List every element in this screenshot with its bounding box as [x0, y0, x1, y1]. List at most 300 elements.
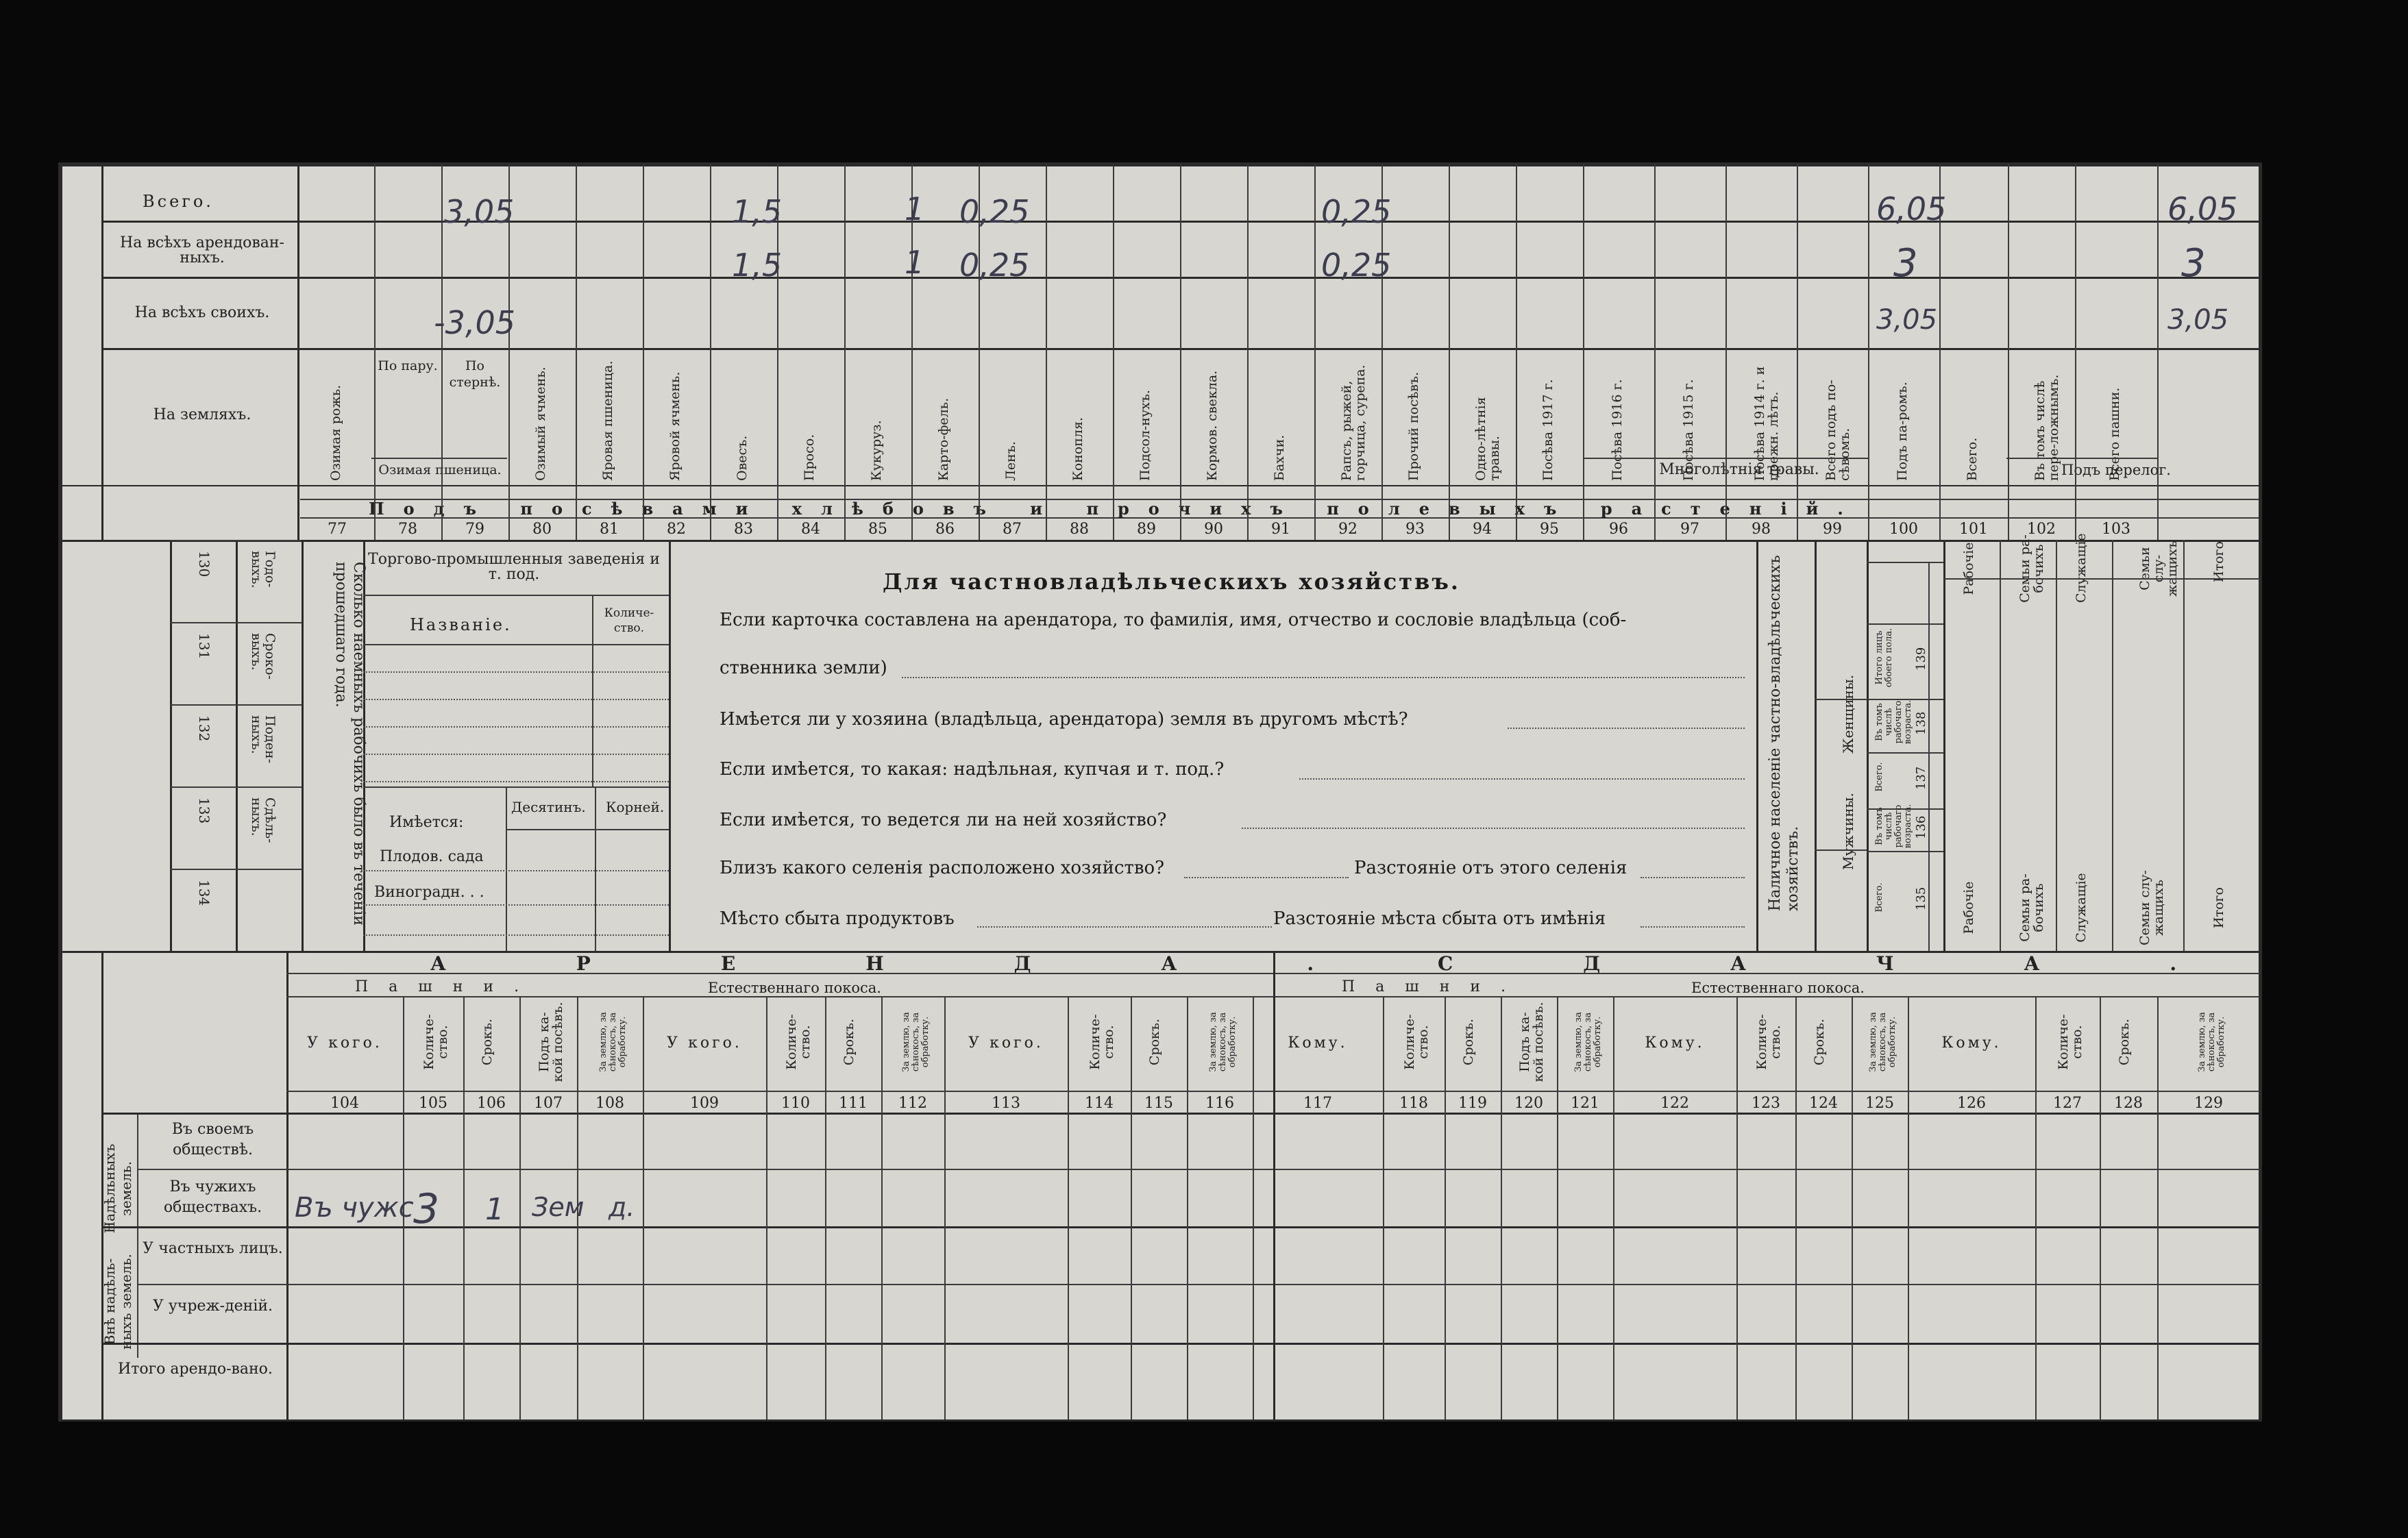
bottom-row-line	[137, 1284, 2260, 1285]
answer-line-4[interactable]	[1242, 828, 1745, 829]
pop-col-num: 137	[1914, 766, 1928, 790]
bottom-col-line	[403, 996, 404, 1419]
staff-col-line	[2183, 540, 2185, 951]
top-col-header: Посѣва 1916 г.	[1610, 379, 1625, 481]
bottom-col-number: 113	[992, 1095, 1020, 1112]
top-col-header: Ленъ.	[1003, 441, 1018, 481]
bottom-col-line	[1736, 996, 1738, 1419]
mid-left-row-line	[170, 704, 302, 706]
top-col-number: 80	[532, 521, 552, 538]
pop-num-line	[1928, 562, 1930, 951]
top-col-line	[1939, 164, 1941, 540]
answer-line-3[interactable]	[1299, 778, 1745, 780]
top-col-number: 94	[1473, 521, 1492, 538]
top-col-line	[1113, 164, 1114, 540]
top-col-header: Всего пашни.	[2107, 387, 2122, 481]
desyat-header: Десятинъ.	[511, 799, 586, 815]
top-col-line	[1449, 164, 1450, 540]
entry-rented-col103: 3	[2181, 241, 2206, 286]
pop-row-line	[1867, 562, 1943, 563]
top-col-number: 100	[1889, 521, 1918, 538]
bottom-numbers-line	[101, 1113, 2260, 1115]
population-label: Наличное населеніе частно-владѣльческихъ хозяйствъ.	[1767, 555, 1802, 911]
pop-line	[1867, 540, 1869, 951]
staff-bottom-label: Итого	[2211, 887, 2226, 928]
bottom-col-number: 124	[1809, 1095, 1838, 1112]
trade-row-line	[363, 726, 669, 728]
mid-col-line	[302, 540, 304, 951]
bottom-col-line	[1187, 996, 1188, 1419]
top-col-line	[844, 164, 846, 540]
bottom-col-header: Количе-ство.	[1402, 1014, 1431, 1070]
bottom-col-line	[825, 996, 826, 1419]
answer-line-6b[interactable]	[1641, 926, 1745, 928]
entry-crop: Зем	[532, 1192, 585, 1222]
bottom-col-line	[1795, 996, 1797, 1419]
name-header: Названіе.	[410, 615, 512, 634]
has-line	[363, 786, 669, 788]
row-label-rented: На всѣхъ арендован- ныхъ.	[120, 234, 284, 266]
question-3: Если имѣется, то какая: надѣльная, купчая и т. под.?	[720, 759, 1225, 780]
entry-pay: д.	[609, 1192, 635, 1222]
bottom-col-number: 117	[1303, 1095, 1332, 1112]
top-col-header: Просо.	[802, 434, 817, 481]
answer-line-2[interactable]	[1508, 728, 1745, 729]
has-col-line	[595, 786, 596, 951]
top-col-number: 78	[398, 521, 417, 538]
top-col-number: 93	[1405, 521, 1425, 538]
top-col-line	[1868, 164, 1869, 540]
korney-header: Корней.	[606, 799, 665, 815]
row-label-other-society: Въ чужихъ обществахъ.	[163, 1178, 262, 1216]
mid-left-line	[170, 540, 172, 951]
bottom-col-line	[1253, 996, 1254, 1419]
pop-line	[1943, 540, 1945, 951]
bottom-col-number: 128	[2114, 1095, 2143, 1112]
top-col-number: 82	[667, 521, 686, 538]
entry-rented-col86: 0,25	[959, 247, 1030, 284]
bottom-col-number: 127	[2053, 1095, 2082, 1112]
bottom-col-number: 118	[1399, 1095, 1428, 1112]
band-title: Подъ посѣвами хлѣбовъ и прочихъ полевыхъ растеній.	[369, 499, 1863, 519]
top-col-line	[1314, 164, 1316, 540]
bottom-col-number: 112	[898, 1095, 927, 1112]
answer-line-6a[interactable]	[977, 926, 1272, 928]
mid-left-row-line	[170, 540, 302, 541]
top-col-line	[1381, 164, 1383, 540]
bottom-col-number: 115	[1144, 1095, 1173, 1112]
bottom-col-header: Количе-ство.	[2056, 1014, 2085, 1070]
entry-total-col86: 0,25	[959, 193, 1030, 230]
top-col-line	[2075, 164, 2076, 540]
has-row-line	[363, 904, 669, 906]
staff-top-label: Рабочіе	[1961, 542, 1976, 595]
entry-rented-col99: 3	[1893, 241, 1918, 286]
staff-bottom-label: Служащіе	[2074, 873, 2089, 943]
pop-col-label: Всего.	[1874, 882, 1884, 913]
mid-left-label: Поден-ныхъ.	[249, 715, 278, 764]
top-col-line	[508, 164, 510, 540]
has-row-line	[363, 870, 669, 871]
mnog-group-line	[1583, 458, 1868, 459]
bottom-col-header: Срокъ.	[2117, 1018, 2132, 1066]
bottom-first-col-line	[286, 951, 288, 1419]
bottom-col-header: За землю, за сѣнокосъ, за обработку.	[598, 1012, 628, 1072]
pereg-group-line	[2006, 458, 2157, 459]
top-col-number: 85	[868, 521, 887, 538]
mid-col-line	[363, 540, 365, 951]
top-col-header: Кукуруз.	[869, 420, 884, 481]
answer-line-5a[interactable]	[1184, 877, 1349, 878]
staff-top-label: Итого	[2211, 541, 2226, 582]
group-nadel-label: Надѣльныхъ земель.	[101, 1143, 134, 1234]
question-6b: Разстояніе мѣста сбыта отъ имѣнія	[1273, 908, 1606, 929]
top-col-number: 83	[734, 521, 753, 538]
group-pereg-label: Подъ перелог.	[2061, 462, 2171, 478]
entry-qty: 3	[413, 1185, 440, 1233]
bottom-label-line	[101, 951, 103, 1419]
mid-left-row-line	[170, 869, 302, 870]
trade-title: Торгово-промышленныя заведенія и т. под.	[368, 551, 660, 583]
top-col-line	[374, 164, 376, 540]
has-label: Имѣется:	[389, 814, 464, 831]
hired-workers-label: Сколько наемныхъ рабочихъ было въ теченіи прошедшаго года.	[332, 562, 367, 926]
top-col-number: 99	[1823, 521, 1842, 538]
top-col-header: По пару.	[378, 358, 438, 373]
bottom-col-number: 110	[781, 1095, 810, 1112]
row-label-total: Всего.	[143, 192, 214, 211]
pokos-sdacha-label: Естественнаго покоса.	[1691, 980, 1865, 996]
top-col-line	[1046, 164, 1047, 540]
bottom-col-line	[1501, 996, 1502, 1419]
top-col-line	[1725, 164, 1727, 540]
top-col-line	[777, 164, 778, 540]
mid-left-num: 134	[196, 880, 212, 906]
staff-top-label: Семьи слу-жащихъ	[2137, 541, 2180, 597]
top-col-header: Рапсъ, рыжей, горчица, сурепа.	[1339, 364, 1368, 481]
bottom-col-header: Срокъ.	[480, 1018, 495, 1066]
mid-left-num: 131	[196, 633, 212, 660]
mid-col-line	[236, 540, 238, 951]
bottom-col-header: У кого.	[667, 1034, 742, 1052]
mid-left-num: 132	[196, 715, 212, 742]
entry-term: 1	[485, 1192, 504, 1227]
trade-row-line	[363, 699, 669, 700]
mid-left-label: Сдѣль-ныхъ.	[249, 797, 278, 843]
mid-left-row-line	[170, 622, 302, 623]
staff-col-line	[2000, 540, 2001, 951]
entry-total-col99: 6,05	[1876, 190, 1947, 227]
pashni-arenda-label: Пашни.	[355, 978, 540, 995]
bottom-col-line	[944, 996, 946, 1419]
question-1a: Если карточка составлена на арендатора, то фамилія, имя, отчество и сословіе владѣльца (соб-	[720, 610, 1627, 630]
top-col-line	[1654, 164, 1656, 540]
top-col-header: Въ томъ числѣ пере-ложнымъ.	[2032, 374, 2061, 481]
mid-left-num: 133	[196, 797, 212, 824]
bottom-col-header: За землю, за сѣнокосъ, за обработку.	[1868, 1012, 1897, 1072]
top-col-header: Подъ па-ромъ.	[1895, 382, 1910, 481]
top-col-header: Озимая рожь.	[328, 384, 343, 481]
row-label-lands: На земляхъ.	[153, 406, 251, 423]
bottom-col-line	[1557, 996, 1558, 1419]
bottom-col-number: 121	[1571, 1095, 1599, 1112]
bottom-col-number: 123	[1752, 1095, 1780, 1112]
vineyard-label: Виноградн. . .	[374, 884, 484, 901]
top-col-number: 95	[1540, 521, 1559, 538]
top-col-line	[979, 164, 980, 540]
top-col-line	[911, 164, 913, 540]
form-right-line	[1756, 540, 1758, 951]
top-col-number: 96	[1609, 521, 1628, 538]
bottom-col-line	[1383, 996, 1384, 1419]
middle-top-border	[60, 540, 2260, 542]
top-col-number: 102	[2027, 521, 2056, 538]
entry-total-col83: 1,5	[732, 193, 783, 230]
top-col-line	[1247, 164, 1249, 540]
bottom-col-header: За землю, за сѣнокосъ, за обработку.	[901, 1012, 931, 1072]
row-label-own: На всѣхъ своихъ.	[134, 304, 270, 321]
entry-u-kogo: Въ чужс	[295, 1192, 414, 1224]
top-col-number: 88	[1070, 521, 1089, 538]
bottom-col-line	[2157, 996, 2159, 1419]
top-col-number: 98	[1752, 521, 1771, 538]
qty-header: Количе-ство.	[604, 606, 654, 635]
question-4: Если имѣется, то ведется ли на ней хозяйство?	[720, 810, 1167, 830]
entry-total-col91: 0,25	[1321, 193, 1392, 230]
top-col-header: По стернѣ.	[449, 358, 501, 390]
trade-row-line	[363, 754, 669, 755]
staff-col-line	[2056, 540, 2057, 951]
bottom-col-line	[1068, 996, 1069, 1419]
entry-rented-col85: 1	[905, 244, 925, 281]
form-title: Для частновладѣльческихъ хозяйствъ.	[883, 569, 1460, 595]
top-col-number: 84	[801, 521, 820, 538]
bottom-col-header: Количе-ство.	[421, 1014, 450, 1070]
top-col-number: 92	[1338, 521, 1357, 538]
top-col-number: 86	[935, 521, 955, 538]
top-col-header: Озимый ячмень.	[533, 367, 548, 481]
top-col-number: 79	[465, 521, 484, 538]
staff-bottom-label: Семьи слу-жащихъ	[2137, 870, 2166, 945]
bottom-col-header: У кого.	[307, 1034, 382, 1052]
bottom-col-line	[2100, 996, 2101, 1419]
bottom-col-number: 129	[2194, 1095, 2223, 1112]
bottom-col-header: Подъ ка-кой посѣвъ.	[1517, 1002, 1546, 1082]
bottom-col-number: 122	[1660, 1095, 1689, 1112]
pop-col-num: 139	[1914, 647, 1928, 671]
bottom-col-line	[519, 996, 521, 1419]
group-vne-label: Внѣ надѣль-ныхъ земель.	[101, 1254, 134, 1350]
entry-own-col99: 3,05	[1876, 304, 1938, 336]
ozim-group-line	[371, 458, 507, 459]
staff-col-line	[2112, 540, 2113, 951]
group-mnog-label: Многолѣтнія травы.	[1659, 461, 1819, 478]
bottom-row-line	[101, 1226, 2260, 1228]
top-col-number: 97	[1680, 521, 1699, 538]
trade-row-line	[363, 671, 669, 673]
top-col-header: Всего подъ по-сѣвомъ.	[1823, 380, 1852, 481]
pop-col-label: Въ томъ числѣ рабочаго возраста.	[1874, 804, 1913, 849]
bottom-col-number: 114	[1085, 1095, 1114, 1112]
bottom-col-header: Количе-ство.	[784, 1014, 813, 1070]
mid-col-line	[669, 540, 671, 951]
bottom-col-number: 116	[1205, 1095, 1234, 1112]
staff-top-label: Служащіе	[2074, 533, 2089, 603]
pashni-sdacha-label: Пашни.	[1342, 978, 1527, 995]
bottom-col-header: Количе-ство.	[1088, 1014, 1116, 1070]
women-label: Женщины.	[1840, 674, 1856, 754]
pop-col-num: 138	[1914, 711, 1928, 735]
top-first-col-line	[297, 164, 299, 540]
top-col-number: 101	[1959, 521, 1988, 538]
pop-col-label: Въ томъ числѣ рабочаго возраста.	[1874, 699, 1913, 745]
bottom-col-header: Срокъ.	[1147, 1018, 1162, 1066]
trade-subheader-line	[363, 644, 669, 645]
bottom-col-header: За землю, за сѣнокосъ, за обработку.	[1208, 1012, 1238, 1072]
question-5b: Разстояніе отъ этого селенія	[1354, 858, 1627, 878]
top-col-number: 81	[600, 521, 619, 538]
entry-own-col79: -3,05	[434, 304, 516, 341]
top-col-header: Бахчи.	[1272, 434, 1287, 481]
top-col-number: 87	[1003, 521, 1022, 538]
top-col-line	[1516, 164, 1517, 540]
bottom-col-header: У кого.	[968, 1034, 1044, 1052]
trade-qty-line	[592, 595, 593, 786]
men-label: Мужчины.	[1840, 793, 1856, 870]
entry-rented-col91: 0,25	[1321, 247, 1392, 284]
top-col-header: Овесъ.	[735, 435, 750, 481]
pop-col-label: Всего.	[1874, 762, 1884, 792]
top-col-header: Кормов. свекла.	[1205, 370, 1220, 481]
staff-top-label: Семьи ра-бочихъ	[2017, 534, 2046, 603]
staff-bottom-label: Рабочіе	[1961, 881, 1976, 934]
top-col-number: 89	[1137, 521, 1156, 538]
bottom-col-line	[463, 996, 465, 1419]
bottom-col-header: Количе-ство.	[1754, 1014, 1783, 1070]
top-col-line	[1180, 164, 1181, 540]
bottom-col-header: Кому.	[1288, 1034, 1348, 1052]
bottom-col-header: Кому.	[1941, 1034, 2002, 1052]
pop-col-num: 136	[1914, 815, 1928, 839]
staff-bottom-label: Семьи ра-бочихъ	[2017, 873, 2046, 942]
row-label-institutions: У учреж-деній.	[152, 1298, 273, 1315]
staff-header-line	[1943, 578, 2260, 580]
top-col-header: Всего.	[1965, 437, 1980, 481]
top-col-number: 91	[1271, 521, 1290, 538]
bottom-col-header: За землю, за сѣнокосъ, за обработку.	[1573, 1012, 1603, 1072]
bottom-col-header: Подъ ка-кой посѣвъ.	[537, 1002, 565, 1082]
arenda-sdacha-divider	[1273, 951, 1275, 1419]
top-col-header: Карто-фель.	[936, 397, 951, 481]
entry-own-col103: 3,05	[2167, 304, 2229, 336]
question-1b: ственника земли)	[720, 658, 887, 678]
top-col-header: Конопля.	[1070, 417, 1085, 481]
women-group-line	[1815, 699, 1867, 700]
top-col-number: 90	[1204, 521, 1223, 538]
row-label-private: У частныхъ лицъ.	[143, 1240, 283, 1257]
bottom-col-header: Срокъ.	[1812, 1018, 1827, 1066]
answer-line-5b[interactable]	[1641, 877, 1745, 878]
pop-col-label: Итого лицъ обоего пола.	[1874, 628, 1894, 688]
bottom-col-number: 109	[690, 1095, 719, 1112]
top-col-number: 103	[2102, 521, 2130, 538]
pop-row-line	[1867, 623, 1943, 625]
pop-line	[1815, 540, 1817, 951]
trade-row-line	[363, 781, 669, 782]
bottom-col-number: 104	[330, 1095, 359, 1112]
top-col-line	[2008, 164, 2009, 540]
trade-header-line	[363, 595, 669, 596]
mid-left-label: Годо-выхъ.	[249, 551, 278, 588]
top-col-line	[2157, 164, 2159, 540]
mid-left-num: 130	[196, 551, 212, 578]
top-col-line	[1583, 164, 1584, 540]
bottom-col-number: 107	[534, 1095, 563, 1112]
bottom-col-line	[643, 996, 644, 1419]
top-col-header: Одно-лѣтнія травы.	[1473, 397, 1502, 481]
ozim-line	[60, 485, 2260, 486]
top-col-line	[643, 164, 644, 540]
top-col-line	[710, 164, 711, 540]
men-group-line	[1815, 849, 1867, 851]
bottom-row-line	[101, 1343, 2260, 1345]
pokos-arenda-label: Естественнаго покоса.	[708, 980, 881, 996]
top-col-header: Посѣва 1915 г.	[1681, 379, 1696, 481]
bottom-col-header: За землю, за сѣнокосъ, за обработку.	[2197, 1012, 2226, 1072]
bottom-col-number: 111	[839, 1095, 868, 1112]
bottom-border	[60, 1419, 2260, 1422]
question-2: Имѣется ли у хозяина (владѣльца, арендатора) земля въ другомъ мѣстѣ?	[720, 709, 1408, 730]
bottom-col-number: 120	[1514, 1095, 1543, 1112]
top-col-line	[1797, 164, 1798, 540]
left-border	[60, 164, 62, 1419]
bottom-col-number: 108	[595, 1095, 624, 1112]
entry-total-col85: 1	[905, 190, 925, 227]
mid-left-row-line	[170, 786, 302, 788]
bottom-col-header: Срокъ.	[841, 1018, 857, 1066]
bottom-col-number: 119	[1458, 1095, 1487, 1112]
top-col-header: Посѣва 1914 г. и прежн. лѣтъ.	[1752, 366, 1781, 481]
group-ozim-label: Озимая пшеница.	[378, 462, 502, 477]
sdacha-title: СДАЧА.	[1438, 952, 2307, 975]
bottom-col-number: 126	[1957, 1095, 1986, 1112]
answer-line-1[interactable]	[902, 677, 1745, 678]
bottom-col-line	[766, 996, 767, 1419]
top-col-header: Подсол-нухъ.	[1138, 390, 1153, 481]
bottom-col-line	[1908, 996, 1909, 1419]
bottom-group-line	[137, 1113, 138, 1358]
bottom-col-line	[577, 996, 578, 1419]
bottom-col-header: Кому.	[1645, 1034, 1705, 1052]
bottom-col-number: 105	[419, 1095, 447, 1112]
bottom-row-line	[137, 1169, 2260, 1170]
top-col-header: Яровая пшеница.	[600, 360, 615, 481]
entry-rented-col83: 1,5	[732, 247, 783, 284]
top-col-header: Яровой ячмень.	[667, 371, 683, 481]
row-label-total-rented: Итого арендо-вано.	[118, 1361, 273, 1378]
pop-col-num: 135	[1914, 886, 1928, 910]
top-col-header: Посѣва 1917 г.	[1540, 379, 1556, 481]
top-col-line	[576, 164, 577, 540]
bottom-col-line	[1131, 996, 1132, 1419]
question-5a: Близъ какого селенія расположено хозяйство?	[720, 858, 1165, 878]
entry-total-col103: 6,05	[2167, 190, 2238, 227]
bottom-col-line	[1852, 996, 1853, 1419]
top-border	[60, 164, 2260, 166]
has-col-line	[506, 786, 507, 951]
bottom-col-line	[2035, 996, 2037, 1419]
has-sub-line	[506, 829, 669, 830]
